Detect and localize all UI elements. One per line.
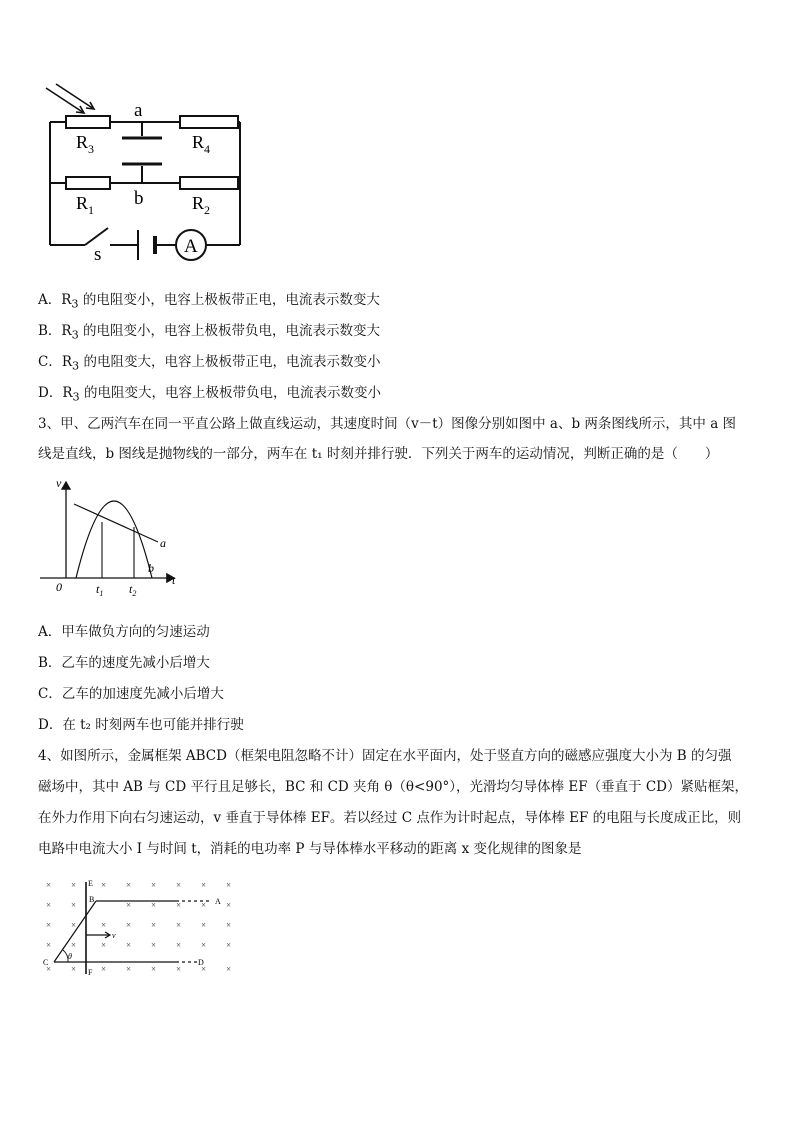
- svg-text:A: A: [215, 897, 221, 906]
- resistor-r2: [180, 177, 238, 189]
- field-cross: ×: [226, 880, 232, 890]
- q4-stem-line-4: 电路中电流大小 I 与时间 t，消耗的电功率 P 与导体棒水平移动的距离 x 变化规律的图象是: [38, 841, 582, 857]
- capacitor: [122, 138, 162, 164]
- field-cross: ×: [101, 880, 107, 890]
- q2-option-c: C．$R_3$ 的电阻变大，电容上极板带正电，电流表示数变小: [38, 354, 381, 373]
- field-cross: ×: [226, 920, 232, 930]
- field-cross: ×: [201, 900, 207, 910]
- field-cross: ×: [226, 940, 232, 950]
- field-cross: ×: [226, 900, 232, 910]
- field-cross: ×: [71, 900, 77, 910]
- field-cross: ×: [126, 900, 132, 910]
- q3-stem-line-2: 线是直线，b 图线是抛物线的一部分，两车在 t₁ 时刻并排行驶．下列关于两车的运动情况，判断正确的是（ ）: [38, 446, 719, 462]
- rail-bc: [54, 901, 96, 962]
- q4-stem-line-2: 磁场中，其中 AB 与 CD 平行且足够长，BC 和 CD 夹角 θ（θ<90°），光滑均匀导体棒 EF（垂直于 CD）紧贴框架，: [38, 779, 749, 795]
- label-r2: $R_2$: [192, 193, 211, 217]
- field-cross: ×: [151, 880, 157, 890]
- line-a: [74, 504, 158, 542]
- magnetic-field-figure: [36, 872, 241, 982]
- field-cross: ×: [176, 900, 182, 910]
- field-cross: ×: [176, 880, 182, 890]
- field-cross: ×: [201, 964, 207, 974]
- field-cross: ×: [101, 920, 107, 930]
- field-cross: ×: [71, 964, 77, 974]
- q3-option-d: D．在 t₂ 时刻两车也可能并排行驶: [38, 717, 244, 733]
- label-b: b: [134, 188, 144, 209]
- svg-text:v: v: [56, 476, 62, 490]
- q2-option-d: D．$R_3$ 的电阻变大，电容上极板带负电，电流表示数变小: [38, 385, 381, 404]
- field-cross: ×: [101, 940, 107, 950]
- light-arrows-icon: [46, 84, 94, 113]
- svg-text:C: C: [43, 958, 49, 967]
- field-cross: ×: [46, 940, 52, 950]
- label-ammeter: A: [184, 236, 198, 257]
- field-cross: ×: [151, 964, 157, 974]
- circuit-diagram: [30, 80, 260, 270]
- field-cross: ×: [126, 920, 132, 930]
- label-r1: $R_1$: [76, 193, 95, 217]
- field-cross: ×: [101, 964, 107, 974]
- field-cross: ×: [176, 940, 182, 950]
- q2-option-a: A．$R_3$ 的电阻变小，电容上极板带正电，电流表示数变大: [38, 292, 380, 311]
- svg-text:t: t: [172, 573, 176, 587]
- field-cross: ×: [71, 880, 77, 890]
- svg-text:t1: $t_1$: [96, 582, 104, 598]
- q2-option-b: B．$R_3$ 的电阻变小，电容上极板带负电，电流表示数变大: [38, 323, 381, 342]
- label-switch: s: [94, 244, 102, 265]
- svg-text:E: E: [88, 879, 93, 888]
- field-cross: ×: [151, 920, 157, 930]
- field-cross: ×: [176, 920, 182, 930]
- svg-text:b: b: [148, 561, 154, 575]
- field-cross: ×: [46, 920, 52, 930]
- q4-stem-line-1: 4、如图所示，金属框架 ABCD（框架电阻忽略不计）固定在水平面内，处于竖直方向的磁感应强度大小为 B 的匀强: [38, 748, 732, 764]
- field-cross: ×: [126, 940, 132, 950]
- resistor-r4: [180, 116, 238, 128]
- field-cross: ×: [226, 964, 232, 974]
- field-cross: ×: [201, 880, 207, 890]
- svg-text:F: F: [88, 968, 93, 977]
- field-cross: ×: [126, 880, 132, 890]
- field-cross: ×: [126, 964, 132, 974]
- field-cross: ×: [151, 940, 157, 950]
- svg-text:B: B: [89, 895, 95, 904]
- svg-text:0: 0: [56, 580, 62, 594]
- field-cross: ×: [201, 920, 207, 930]
- label-r4: $R_4$: [192, 132, 211, 156]
- field-cross: ×: [46, 880, 52, 890]
- svg-text:a: a: [160, 536, 166, 550]
- svg-text:θ: θ: [68, 952, 72, 961]
- field-cross: ×: [71, 940, 77, 950]
- q3-option-b: B．乙车的速度先减小后增大: [38, 655, 210, 671]
- q3-option-c: C．乙车的加速度先减小后增大: [38, 686, 224, 702]
- resistor-r3: [66, 116, 110, 128]
- label-r3: $R_3$: [76, 132, 95, 156]
- resistor-r1: [66, 177, 110, 189]
- field-cross: ×: [71, 920, 77, 930]
- field-cross: ×: [46, 900, 52, 910]
- q4-stem-line-3: 在外力作用下向右匀速运动，v 垂直于导体棒 EF。若以经过 C 点作为计时起点，导体棒 EF 的电阻与长度成正比，则: [38, 810, 742, 826]
- curve-b: [76, 501, 152, 578]
- q3-option-a: A．甲车做负方向的匀速运动: [38, 624, 210, 640]
- battery: [138, 230, 155, 260]
- field-cross: ×: [151, 900, 157, 910]
- vt-graph: [36, 474, 186, 602]
- label-a: a: [134, 100, 143, 121]
- svg-text:D: D: [198, 958, 204, 967]
- q3-stem-line-1: 3、甲、乙两汽车在同一平直公路上做直线运动，其速度时间（v－t）图像分别如图中 a、b 两条图线所示，其中 a 图: [38, 416, 737, 432]
- field-cross: ×: [46, 964, 52, 974]
- field-cross: ×: [201, 940, 207, 950]
- field-cross: ×: [176, 964, 182, 974]
- svg-text:v: v: [112, 931, 116, 940]
- svg-text:t2: $t_2$: [129, 582, 137, 598]
